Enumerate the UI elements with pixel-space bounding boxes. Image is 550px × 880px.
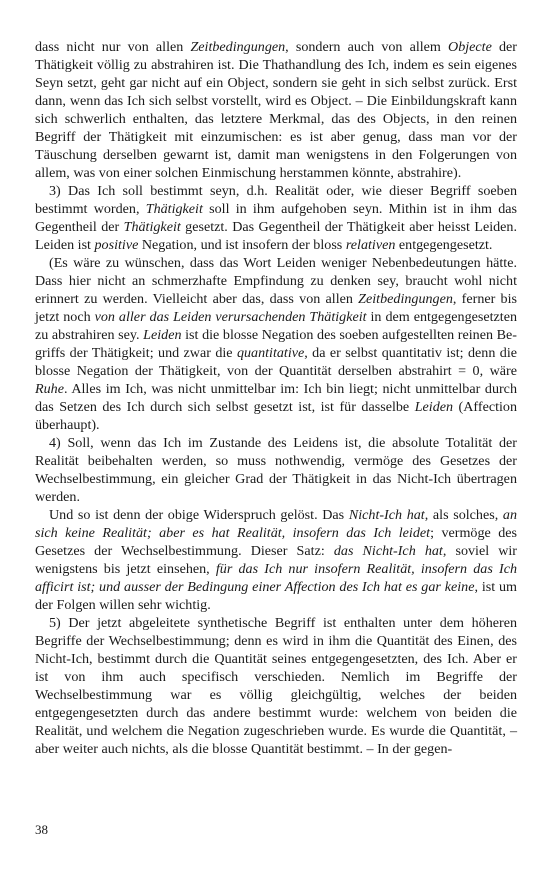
text-run: (Affection überhaupt). [35,399,518,433]
italic-text: relativen [345,237,396,253]
text-run: , sondern auch von allem [285,39,449,55]
text-run: ; vermöge des Gesetzes der Wechselbestimmung. Dieser Satz: [35,525,517,559]
italic-text: Objecte [448,39,492,55]
text-run: ist die blosse Negation des soeben aufgestellten reinen Begriffs der Thätigkeit; und zwar die [35,327,517,361]
paragraph [35,506,517,614]
text-run: , da er selbst quantitativ ist; denn die blosse Negation der Thätigkeit, von der Quantität derselben abstrahirt = 0, wäre [35,345,517,379]
italic-text: an sich keine Realität; aber es hat Realität, insofern das Ich leidet [35,507,517,541]
text-run: entgegengesetzt. [395,237,493,253]
italic-text: Thätigkeit [123,219,181,235]
italic-text: Zeitbedingungen [358,291,453,307]
text-run: der Thätigkeit völlig zu abstrahiren ist. Die Thathandlung des Ich, indem es sein eigenes Seyn setzt, geht gar nicht auf ein Object, sondern sie geht in sich selbst zurück. Erst dann, wenn das Ich sich selbst vorstellt, wird es Object. – Die Einbildungskraft kann sich schwerlich enthalten, das letztere Merkmal, das des Objects, in den reinen Begriff der Thätigkeit mit einzumischen: es ist aber genug, dass man vor der Täuschung derselben gewarnt ist, damit man wenigstens in den Folgerungen von allem, was von einer solchen Einmischung herstammen könnte, abstrahire). [35,39,517,181]
paragraph [35,614,517,758]
italic-text: quantitative [236,345,305,361]
italic-text: Nicht-Ich hat [348,507,425,523]
italic-text: Thätigkeit [145,201,203,217]
italic-text: Leiden [414,399,454,415]
body-text [35,38,517,758]
text-run: dass nicht nur von allen [35,39,191,55]
text-run: , ist um der Folgen willen sehr wichtig. [35,579,517,613]
text-run: 5) Der jetzt abgeleitete synthetische Begriff ist enthalten unter dem höheren Begriffe der Wechselbestimmung; denn es wird in ihm die Quantität des Einen, des Nicht-Ich, bestimmt durch die Quantität seines entgegengesetzten, des Ich. Aber er ist von ihm auch specifisch verschieden. Nemlich im Begriffe der Wechselbestimmung war es völlig gleichgültig, welches der beiden entgegengesetzten durch das andere bestimmt wurde: welchem von beiden die Realität, und welchem die Negation zugeschrieben wurde. Es wurde die Quantität, – aber weiter auch nichts, als die blosse Quantität bestimmt. – In der gegen- [35,615,517,757]
italic-text: das Nicht-Ich hat [333,543,443,559]
page-number: 38 [35,822,48,837]
text-run: . Alles im Ich, was nicht unmittelbar im: Ich bin liegt; nicht unmittelbar durch das Setzen des Ich durch sich selbst gesetzt ist, ist für dasselbe [35,381,517,415]
italic-text: für das Ich nur insofern Realität, insofern das Ich afficirt ist; und ausser der Bedingung einer Affection des Ich hat es gar keine [35,561,517,595]
paragraph [35,254,517,434]
paragraph [35,434,517,506]
text-run: , soviel wir wenigstens bis jetzt einsehen, [35,543,517,577]
paragraph [35,182,517,254]
text-run: (Es wäre zu wünschen, dass das Wort Leiden weniger Nebenbedeutungen hätte. Dass hier nicht an schmerzhafte Empfindung zu denken sey, braucht wohl nicht erinnert zu werden. Vielleicht aber das, dass von allen [35,255,517,307]
text-run: Und so ist denn der obige Widerspruch gelöst. Das [49,507,349,523]
text-run: in dem entgegengesetzten zu abstrahiren sey. [35,309,517,343]
italic-text: positive [94,237,139,253]
italic-text: von aller das Leiden verursachenden Thätigkeit [94,309,367,325]
text-run: 4) Soll, wenn das Ich im Zustande des Leidens ist, die absolute Totalität der Realität beibehalten werden, so muss nothwendig, vermöge des Gesetzes der Wechselbestimmung, ein gleicher Grad der Thätigkeit in das Nicht-Ich übertragen werden. [35,435,517,505]
italic-text: Zeitbedingungen [190,39,286,55]
text-run: gesetzt. Das Gegentheil der Thätigkeit aber heisst Leiden. Leiden ist [35,219,518,253]
text-run: soll in ihm aufgehoben seyn. Mithin ist in ihm das Gegentheil der [35,201,517,235]
text-run: Negation, und ist insofern der bloss [138,237,346,253]
text-run: , ferner bis jetzt noch [35,291,518,325]
paragraph [35,38,517,182]
text-run: 3) Das Ich soll bestimmt seyn, d.h. Realität oder, wie dieser Begriff soeben bestimmt worden, [35,183,517,217]
italic-text: Ruhe [35,381,64,397]
italic-text: Leiden [143,327,182,343]
text-run: , als solches, [424,507,503,523]
